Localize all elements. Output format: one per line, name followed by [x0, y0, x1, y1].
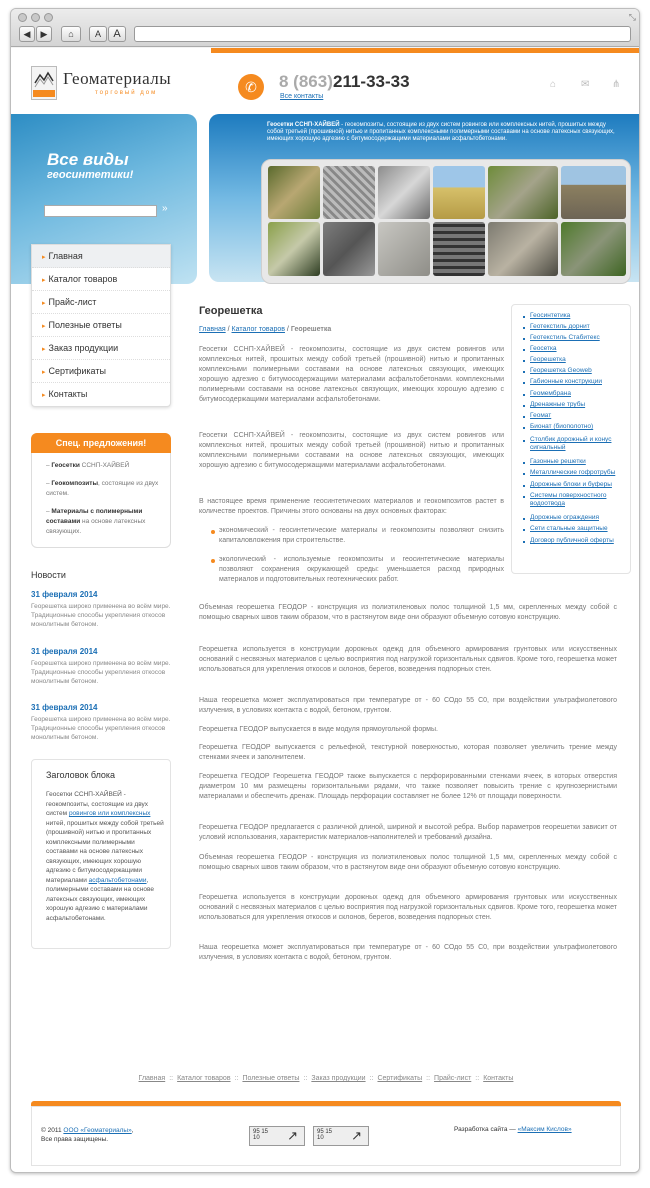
copyright [41, 1126, 134, 1144]
catalog-links-box [511, 304, 631, 574]
link-bullet-icon [523, 349, 525, 351]
menu-item-label: Контакты [48, 389, 88, 399]
photo-geogrid-gravel[interactable] [268, 166, 320, 219]
link-bullet-icon [523, 382, 525, 384]
photo-roller[interactable] [433, 166, 485, 219]
catalog-link[interactable]: Габионные конструкции [530, 378, 602, 385]
article-paragraph: Объемная георешетка ГЕОДОР - конструкция из полиэтиленовых полос толщиной 1,5 мм, скрепленных между собой с помощью сварных швов таким образом, что в растянутом виде они образуют объемную сотовую конструкцию. [199, 854, 617, 871]
menu-arrow-icon: ▸ [42, 300, 46, 307]
arrow-icon: ↗ [287, 1128, 298, 1143]
news-date[interactable]: 31 февраля 2014 [31, 647, 98, 656]
menu-arrow-icon: ▸ [42, 346, 46, 353]
catalog-link[interactable]: Газонные решетки [530, 458, 586, 465]
main-menu [31, 244, 171, 407]
info-block-text-2: нитей, прошитых между собой третьей (прошивной) нитью и пропитанных комплексными полимерными составами на основе латексных связующих, имеющих хорошую адгезию с битумосодержащими материалами [46, 819, 164, 884]
article-paragraph: Наша георешетка может эксплуатироваться при температуре от - 60 СОдо 55 С0, при воздействии ультрафиолетового излучения, в условиях контакта с водой, бетоном, грунтом. [199, 697, 617, 714]
special-offer-item[interactable]: – Геосетки ССНП-ХАЙВЕЙ [46, 462, 130, 469]
catalog-link[interactable]: Геосинтетика [530, 312, 571, 319]
footer-nav-link[interactable]: Главная [138, 1075, 166, 1082]
offer-bold: Геосетки [51, 462, 80, 469]
article-paragraph: В настоящее время применение геосинтетических материалов и геокомпозитов растет в количестве проектов. Причины этого основаны на двух основных факторах: [199, 498, 504, 515]
menu-item-label: Полезные ответы [48, 320, 122, 330]
breadcrumb [199, 326, 331, 333]
catalog-link[interactable]: Геомат [530, 412, 552, 419]
menu-item-label: Сертификаты [48, 366, 106, 376]
counter-badge[interactable] [313, 1126, 369, 1146]
catalog-link[interactable]: Георешетка Geoweb [530, 367, 592, 374]
catalog-link[interactable]: Геосетка [530, 345, 557, 352]
link-bullet-icon [523, 496, 525, 498]
menu-item-contacts[interactable] [32, 383, 170, 406]
news-date[interactable]: 31 февраля 2014 [31, 703, 98, 712]
phone-code: 8 (863) [279, 72, 333, 91]
copyright-link[interactable]: ООО «Геоматериалы» [63, 1127, 132, 1134]
news-text: Георешетка широко применена во всём мире. Традиционные способы укрепления откосов монолитным бетоном. [31, 716, 171, 741]
offer-text: на основе латексных связующих. [46, 518, 146, 535]
copyright-suffix: , [131, 1127, 134, 1134]
special-offers-box [31, 433, 171, 548]
article-paragraph: Георешетка используется в конструкции дорожных одежд для объемного армирования грунтовых или искусственных оснований с несвязных материалов с целью восприятия под нагрузкой горизонтальных сдвигов. Кроме того, георешетка может использоваться для укрепления откосов и склонов, берегов, возведения подпорных стен. [199, 646, 617, 673]
zoom-window-button[interactable] [44, 13, 53, 22]
footer-nav-separator: :: [169, 1075, 174, 1082]
photo-geotextile[interactable] [378, 222, 430, 276]
menu-item-label: Заказ продукции [48, 343, 119, 353]
home-icon[interactable]: ⌂ [61, 26, 81, 42]
copyright-prefix: © 2011 [41, 1127, 64, 1134]
logo-icon[interactable] [31, 66, 57, 100]
article-paragraph: Геосетки ССНП-ХАЙВЕЙ - геокомпозиты, состоящие из двух систем ровингов или комплексных нитей, прошитых между собой третьей (прошивной) нитью и пропитанных комплексными полимерными составами на основе латексных связующих, имеющих хорошую адгезию с битумосодержащими материалами асфальтобетонами. [199, 432, 504, 469]
menu-item-catalog[interactable] [32, 268, 170, 291]
developer-credit [454, 1126, 572, 1133]
photo-gabion[interactable] [488, 166, 558, 219]
bullet-icon [211, 559, 215, 563]
all-contacts-link[interactable]: Все контакты [280, 93, 324, 100]
info-block-text-3: , полимерными составами на основе латексных связующих, имеющих хорошую адгезию с материалами асфальтобетонами. [46, 876, 154, 922]
photo-gabion-wall[interactable] [488, 222, 558, 276]
footer-nav-link[interactable]: Контакты [483, 1075, 514, 1082]
dev-prefix: Разработка сайта — [454, 1126, 518, 1133]
link-bullet-icon [523, 405, 525, 407]
search-button[interactable]: » [162, 203, 168, 214]
footer-nav-separator: :: [369, 1075, 374, 1082]
link-bullet-icon [523, 485, 525, 487]
menu-arrow-icon: ▸ [42, 369, 46, 376]
logo-wordmark[interactable]: Геоматериалы [63, 69, 172, 88]
hero-subtitle: геосинтетики! [47, 169, 134, 181]
breadcrumb-catalog[interactable]: Каталог товаров [231, 326, 285, 333]
breadcrumb-separator: / [227, 326, 230, 333]
info-block-heading: Заголовок блока [46, 770, 116, 780]
catalog-link[interactable]: Георешетка [530, 356, 566, 363]
article-paragraph: Георешетка ГЕОДОР выпускается в виде модуля прямоугольной формы. [199, 726, 438, 733]
back-arrow-icon[interactable]: ◀ [19, 26, 35, 42]
menu-arrow-icon: ▸ [42, 254, 46, 261]
catalog-link[interactable]: Металлические гофротрубы [530, 469, 616, 476]
rights-text: Все права защищены. [41, 1136, 109, 1143]
page-title: Георешетка [199, 305, 263, 317]
address-bar[interactable] [134, 26, 631, 42]
hero-lead-text [267, 122, 617, 143]
logo-tagline: торговый дом [95, 90, 158, 96]
phone-icon: ✆ [238, 74, 264, 100]
news-text: Георешетка широко применена во всём мире. Традиционные способы укрепления откосов монолитным бетоном. [31, 660, 171, 685]
counter-badge[interactable] [249, 1126, 305, 1146]
photo-rocks[interactable] [323, 222, 375, 276]
menu-arrow-icon: ▸ [42, 277, 46, 284]
search-input[interactable] [44, 205, 157, 217]
menu-arrow-icon: ▸ [42, 323, 46, 330]
menu-item-label: Прайс-лист [48, 297, 97, 307]
link-bullet-icon [523, 316, 525, 318]
photo-road-construction[interactable] [561, 166, 626, 219]
menu-item-answers[interactable] [32, 314, 170, 337]
article-bullet: экологический - используемые геокомпозиты и геосинтетические материалы позволяют сохранения окружающей среды: уменьшается расход природных материалов и подготовительных геотехнических работ. [219, 556, 504, 583]
phone-number: 211-33-33 [333, 72, 410, 91]
close-window-button[interactable] [18, 13, 27, 22]
photo-geogrid-mesh[interactable] [323, 166, 375, 219]
offer-bold: Материалы с полимерными составами [46, 508, 143, 525]
arrow-icon: ↗ [351, 1128, 362, 1143]
catalog-link[interactable]: Геотекстиль дорнит [530, 323, 590, 330]
top-accent-bar [211, 48, 640, 53]
right-hero-banner [209, 114, 640, 282]
link-bullet-icon [523, 541, 525, 543]
link-bullet-icon [523, 440, 525, 442]
browser-window [10, 8, 640, 1173]
counter-text: 95 15 10 [253, 1129, 269, 1141]
link-bullet-icon [523, 371, 525, 373]
breadcrumb-home[interactable]: Главная [199, 326, 226, 333]
menu-item-home[interactable] [32, 245, 170, 268]
offer-bold: Геокомпозиты [51, 480, 98, 487]
menu-item-label: Главная [48, 251, 83, 261]
footer-nav-link[interactable]: Полезные ответы [242, 1075, 300, 1082]
browser-toolbar [11, 9, 640, 47]
article-paragraph: Объемная георешетка ГЕОДОР - конструкция из полиэтиленовых полос толщиной 1,5 мм, скрепленных между собой с помощью сварных швов таким образом, что в растянутом виде они образуют объемную сотовую конструкцию. [199, 604, 617, 621]
link-bullet-icon [523, 416, 525, 418]
catalog-link[interactable]: Геомембрана [530, 390, 571, 397]
footer-nav-separator: :: [475, 1075, 480, 1082]
catalog-link[interactable]: Бионат (биополотно) [530, 423, 594, 430]
hero-lead-body: - геокомпозиты, состоящие из двух систем ровингов или комплексных нитей, прошитых между собой третьей (прошивной) нитью и пропитанных комплексными полимерными составами на основе латексных связующих, имеющих хорошую адгезию с битумосодержащими материалами асфальтобетонами. [267, 122, 615, 142]
footer-nav-separator: :: [426, 1075, 431, 1082]
link-bullet-icon [523, 360, 525, 362]
link-bullet-icon [523, 518, 525, 520]
menu-item-order[interactable] [32, 337, 170, 360]
footer-nav-link[interactable]: Каталог товаров [177, 1075, 231, 1082]
developer-link[interactable]: «Максим Кислов» [517, 1126, 572, 1133]
breadcrumb-separator: / [286, 326, 289, 333]
info-block-link[interactable]: асфальтобетонами [88, 876, 147, 884]
footer-nav-link[interactable]: Сертификаты [377, 1075, 423, 1082]
menu-item-certificates[interactable] [32, 360, 170, 383]
catalog-link[interactable]: Геотекстиль Стабитекс [530, 334, 600, 341]
news-heading: Новости [31, 570, 66, 580]
article-bullet: экономический - геосинтетические материалы и геокомпозиты позволяют снизить капиталовложения при строительстве. [219, 527, 504, 544]
catalog-link[interactable]: Дорожные ограждения [530, 514, 599, 521]
article-paragraph: Георешетка ГЕОДОР Георешетка ГЕОДОР также выпускается с перфорированными стенками ячеек, в которых отверстия диаметром 10 мм размещены горизонтальными рядами, что также позволяет повысить трение с крупнозернистыми материалами и обеспечить дренаж. Площадь перфорации составляет не более 12% от площади поверхности. [199, 773, 617, 800]
article-paragraph: Наша георешетка может эксплуатироваться при температуре от - 60 СОдо 55 С0, при воздействии ультрафиолетового излучения, в условиях контакта с водой, бетоном, грунтом. [199, 944, 617, 961]
product-photo-strip [261, 159, 631, 284]
link-bullet-icon [523, 427, 525, 429]
counter-text: 95 15 10 [317, 1129, 333, 1141]
catalog-link[interactable]: Дренажные трубы [530, 401, 586, 408]
link-bullet-icon [523, 327, 525, 329]
article-paragraph: Георешетка ГЕОДОР предлагается с различной длиной, шириной и высотой ребра. Выбор параметров георешетки зависит от условий использования, характеристик материалов-наполнителей и требований дизайна. [199, 824, 617, 841]
hero-title: Все виды [47, 150, 129, 169]
article-paragraph: Георешетка используется в конструкции дорожных одежд для объемного армирования грунтовых или искусственных оснований с несвязных материалов с целью восприятия под нагрузкой горизонтальных сдвигов. Кроме того, георешетка может использоваться для укрепления откосов и склонов, берегов, возведения подпорных стен. [199, 894, 617, 921]
article-paragraph: Геосетки ССНП-ХАЙВЕЙ - геокомпозиты, состоящие из двух систем ровингов или комплексных нитей, прошитых между собой третьей (прошивной) нитью и пропитанных комплексными полимерными составами на основе латексных связующих, имеющих хорошую адгезию с битумосодержащими материалами асфальтобетонами. комплексными полимерными составами на основе латексных связующих, имеющих хорошую адгезию с битумосодержащими материалами асфальтобетонами. [199, 346, 504, 403]
link-bullet-icon [523, 529, 525, 531]
text-smaller-button[interactable]: A [89, 26, 107, 42]
link-bullet-icon [523, 462, 525, 464]
menu-arrow-icon: ▸ [42, 392, 46, 399]
info-block-text-1: Геосетки ССНП-ХАЙВЕЙ - геокомпозиты, состоящие из двух систем [46, 791, 149, 817]
footer-nav-link[interactable]: Прайс-лист [434, 1075, 472, 1082]
forward-arrow-icon[interactable]: ▶ [36, 26, 52, 42]
catalog-link[interactable]: Сети стальные защитные [530, 525, 608, 532]
sitemap-icon[interactable]: ⋔ [612, 79, 621, 90]
home-top-icon[interactable]: ⌂ [550, 79, 557, 90]
footer-nav-separator: :: [303, 1075, 308, 1082]
link-bullet-icon [523, 338, 525, 340]
info-block-link[interactable]: ровингов или комплексных [68, 810, 151, 817]
footer-nav [11, 1075, 640, 1082]
footer-nav-link[interactable]: Заказ продукции [311, 1075, 366, 1082]
photo-stone[interactable] [378, 166, 430, 219]
webpage [11, 48, 640, 1173]
hero-lead-bold: Геосетки ССНП-ХАЙВЕЙ [267, 122, 340, 128]
offer-text: ССНП-ХАЙВЕЙ [79, 462, 130, 469]
menu-item-pricelist[interactable] [32, 291, 170, 314]
menu-item-label: Каталог товаров [48, 274, 118, 284]
text-larger-button[interactable]: A [108, 26, 126, 42]
breadcrumb-current: Георешетка [290, 326, 332, 333]
news-date[interactable]: 31 февраля 2014 [31, 590, 98, 599]
photo-geocell-grass[interactable] [268, 222, 320, 276]
offer-text: , состоящие из двух систем. [46, 480, 159, 497]
catalog-link[interactable]: Столбик дорожный и конус сигнальный [530, 436, 612, 451]
photo-geocell-black[interactable] [433, 222, 485, 276]
special-offer-item[interactable]: – Материалы с полимерными составами на основе латексных связующих. [46, 508, 146, 535]
catalog-link[interactable]: Договор публичной оферты [530, 537, 614, 544]
photo-road-green[interactable] [561, 222, 626, 276]
special-offer-item[interactable]: – Геокомпозиты, состоящие из двух систем. [46, 480, 159, 497]
info-block-text [46, 790, 166, 923]
link-bullet-icon [523, 473, 525, 475]
footer-nav-separator: :: [234, 1075, 239, 1082]
info-block [31, 759, 171, 949]
bullet-icon [211, 530, 215, 534]
catalog-link[interactable]: Дорожные блоки и буферы [530, 481, 612, 488]
resize-icon[interactable]: ⤡ [628, 12, 636, 22]
news-text: Георешетка широко применена во всём мире. Традиционные способы укрепления откосов монолитным бетоном. [31, 603, 171, 628]
article-paragraph: Георешетка ГЕОДОР выпускается с рельефной, текстурной поверхностью, которая позволяет увеличить трение между стенками ячеек и заполнителем. [199, 744, 617, 761]
special-offers-heading: Спец. предложения! [31, 433, 171, 453]
mail-icon[interactable]: ✉ [581, 79, 590, 90]
minimize-window-button[interactable] [31, 13, 40, 22]
catalog-link[interactable]: Системы поверхностного водоотвода [530, 492, 607, 507]
link-bullet-icon [523, 394, 525, 396]
